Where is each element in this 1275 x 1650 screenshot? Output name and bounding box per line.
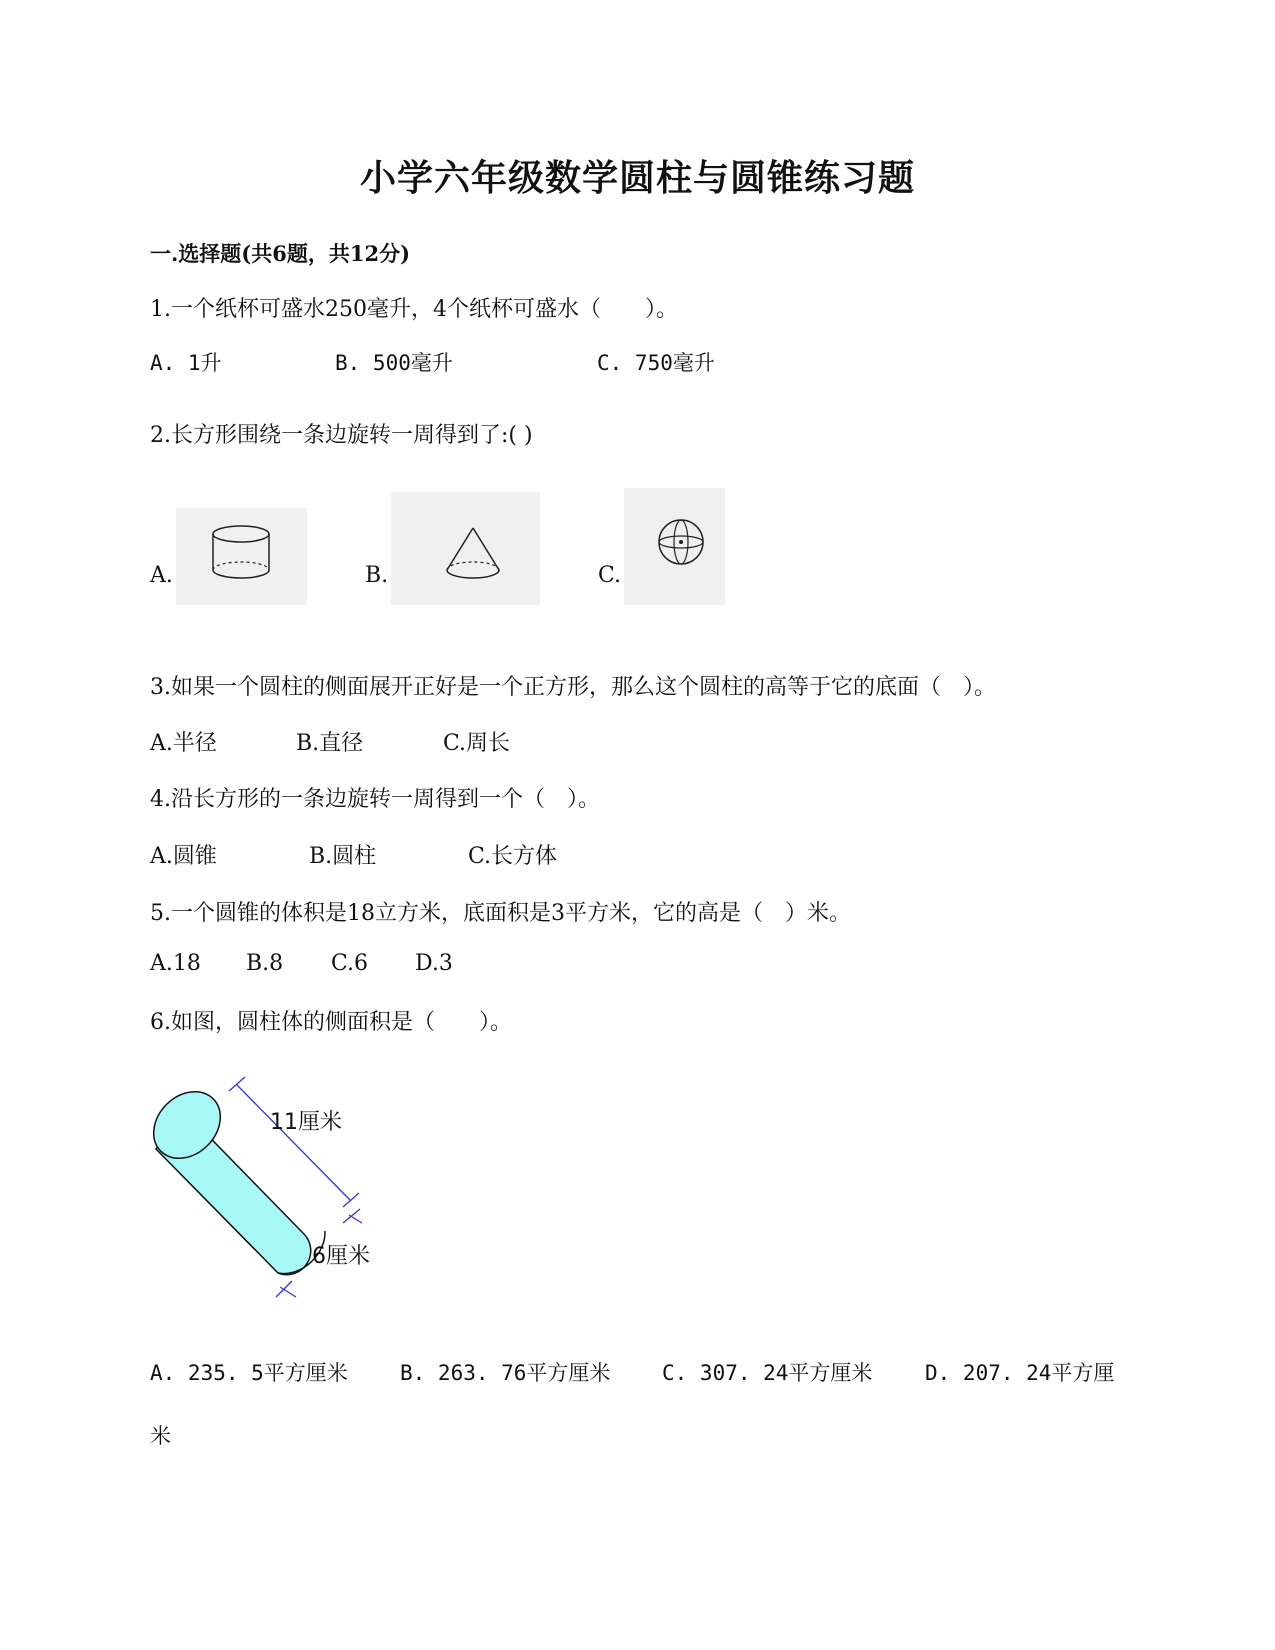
q1-option-a: A. 1升 <box>150 351 222 375</box>
q1-option-c: C. 750毫升 <box>597 351 715 375</box>
q4-option-a: A.圆锥 <box>150 844 217 869</box>
length-label: 11厘米 <box>270 1110 342 1135</box>
q5-option-d: D.3 <box>415 951 453 976</box>
q2-option-b: B. <box>365 563 389 588</box>
question-5: 5.一个圆锥的体积是18立方米，底面积是3平方米，它的高是（ ）米。 <box>150 901 851 926</box>
sphere-icon <box>624 488 725 605</box>
q6-option-d-wrap: 米 <box>150 1424 171 1448</box>
question-6: 6.如图，圆柱体的侧面积是（ ）。 <box>150 1010 512 1035</box>
q4-option-b: B.圆柱 <box>309 844 377 869</box>
q6-option-a: A. 235. 5平方厘米 <box>150 1361 348 1385</box>
q5-option-a: A.18 <box>150 951 201 976</box>
section-heading: 一.选择题(共6题，共12分) <box>150 241 411 266</box>
q5-option-c: C.6 <box>331 951 369 976</box>
q6-option-d: D. 207. 24平方厘 <box>925 1361 1115 1385</box>
diameter-label: 6厘米 <box>312 1244 370 1269</box>
q6-option-b: B. 263. 76平方厘米 <box>400 1361 611 1385</box>
q3-option-a: A.半径 <box>150 731 217 756</box>
q3-option-c: C.周长 <box>443 731 511 756</box>
q4-option-c: C.长方体 <box>468 844 558 869</box>
cylinder-figure <box>150 1065 400 1310</box>
question-2: 2.长方形围绕一条边旋转一周得到了:( ) <box>150 423 533 448</box>
q3-option-b: B.直径 <box>296 731 364 756</box>
q6-option-c: C. 307. 24平方厘米 <box>662 1361 873 1385</box>
question-3: 3.如果一个圆柱的侧面展开正好是一个正方形，那么这个圆柱的高等于它的底面（ ）。 <box>150 675 996 700</box>
cylinder-icon <box>176 508 307 605</box>
q2-option-c: C. <box>598 563 622 588</box>
page-title: 小学六年级数学圆柱与圆锥练习题 <box>359 157 915 199</box>
cone-icon <box>391 492 540 605</box>
q5-option-b: B.8 <box>246 951 284 976</box>
question-1: 1.一个纸杯可盛水250毫升，4个纸杯可盛水（ ）。 <box>150 297 678 322</box>
q1-option-b: B. 500毫升 <box>335 351 453 375</box>
question-4: 4.沿长方形的一条边旋转一周得到一个（ ）。 <box>150 787 600 812</box>
q2-option-a: A. <box>150 563 173 588</box>
